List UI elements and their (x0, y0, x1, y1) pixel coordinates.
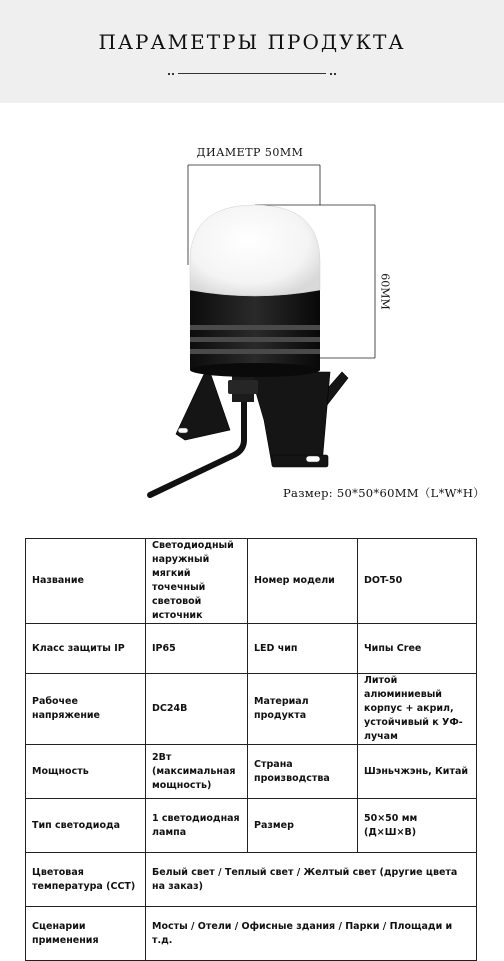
table-row (26, 624, 477, 674)
spec-value: 2Вт (максимальная мощность) (146, 745, 248, 799)
spec-value: 50×50 мм (Д×Ш×В) (358, 799, 477, 853)
spec-key: Цветовая температура (CCT) (26, 853, 146, 907)
spec-key: Номер модели (248, 539, 358, 624)
spec-value: Шэньчжэнь, Китай (358, 745, 477, 799)
table-row (26, 907, 477, 961)
spec-key: Материал продукта (248, 674, 358, 745)
spec-value: Светодиодный наружный мягкий точечный световой источник (146, 539, 248, 624)
spec-value: Мосты / Отели / Офисные здания / Парки / Площади и т.д. (146, 907, 477, 961)
page-title: ПАРАМЕТРЫ ПРОДУКТА (98, 30, 406, 54)
table-row (26, 745, 477, 799)
spec-value: IP65 (146, 624, 248, 674)
table-row (26, 799, 477, 853)
lamp-dome (190, 205, 320, 296)
spec-key: Тип светодиода (26, 799, 146, 853)
diameter-label: ДИАМЕТР 50MM (196, 146, 304, 159)
title-divider (168, 71, 336, 77)
spec-value: Чипы Cree (358, 624, 477, 674)
product-drawing (0, 140, 504, 500)
spec-value: Литой алюминиевый корпус + акрил, устойчивый к УФ-лучам (358, 674, 477, 745)
table-row (26, 539, 477, 624)
size-label: Размер: 50*50*60MM（L*W*H） (283, 486, 485, 500)
spec-value: DOT-50 (358, 539, 477, 624)
specs-table (25, 538, 477, 961)
spec-key: LED чип (248, 624, 358, 674)
spec-key: Название (26, 539, 146, 624)
spec-value: DC24B (146, 674, 248, 745)
table-row (26, 674, 477, 745)
spec-key: Размер (248, 799, 358, 853)
height-label: 60MM (378, 273, 392, 310)
spec-key: Класс защиты IP (26, 624, 146, 674)
spec-key: Рабочее напряжение (26, 674, 146, 745)
spec-key: Мощность (26, 745, 146, 799)
spec-value: Белый свет / Теплый свет / Желтый свет (другие цвета на заказ) (146, 853, 477, 907)
spec-value: 1 светодиодная лампа (146, 799, 248, 853)
spec-key: Страна производства (248, 745, 358, 799)
lamp-body (190, 288, 320, 377)
mounting-bracket (176, 372, 348, 467)
table-row (26, 853, 477, 907)
spec-key: Сценарии применения (26, 907, 146, 961)
